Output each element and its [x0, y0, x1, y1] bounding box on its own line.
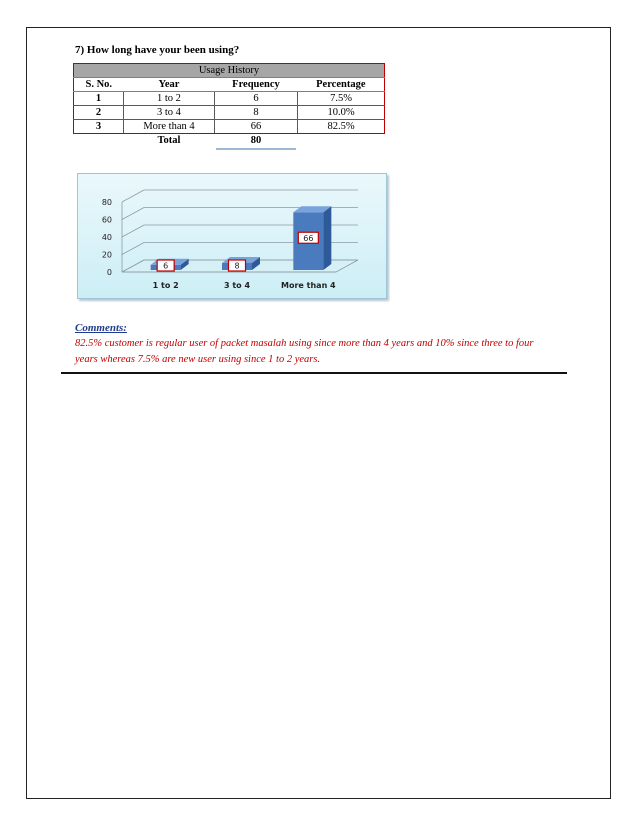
- cell-sno: 3: [74, 120, 124, 134]
- cell-frequency: 6: [214, 92, 297, 106]
- divider-rule: [61, 372, 567, 374]
- cell-empty: [298, 134, 385, 148]
- question-heading: 7) How long have your been using?: [75, 44, 240, 56]
- cell-percentage: 82.5%: [298, 120, 385, 134]
- grid-line-diagonal: [122, 190, 144, 202]
- cell-frequency: 8: [214, 106, 297, 120]
- cell-year: 1 to 2: [124, 92, 215, 106]
- x-tick-label: 3 to 4: [223, 281, 251, 290]
- table-row: [74, 92, 385, 106]
- y-tick-label: 20: [101, 250, 112, 260]
- col-header-year: Year: [124, 78, 215, 92]
- grid-line-diagonal: [122, 208, 144, 220]
- total-label: Total: [157, 135, 181, 146]
- table-row: [74, 106, 385, 120]
- comments-text: 82.5% customer is regular user of packet masalah using since more than 4 years and 10% since three to four years whereas 7.5% are new user using since 1 to 2 years.: [75, 338, 534, 365]
- cell-year: 3 to 4: [124, 106, 215, 120]
- x-tick-label: 1 to 2: [152, 281, 179, 290]
- cell-percentage: 10.0%: [298, 106, 385, 120]
- y-tick-label: 60: [101, 215, 112, 225]
- y-tick-label: 40: [101, 233, 112, 242]
- data-label: 66: [303, 233, 314, 243]
- grid-line-diagonal: [122, 243, 144, 255]
- cell-sno: 2: [74, 106, 124, 120]
- table-row: [74, 120, 385, 134]
- col-header-sno: S. No.: [74, 78, 124, 92]
- cell-year: More than 4: [124, 120, 215, 134]
- x-tick-label: More than 4: [281, 281, 336, 290]
- usage-bar-chart: [77, 173, 387, 299]
- total-row: [74, 134, 385, 148]
- bar-side: [323, 206, 331, 270]
- total-value: 80: [214, 134, 297, 148]
- chart-svg: [78, 174, 388, 300]
- col-header-percentage: Percentage: [298, 78, 385, 92]
- data-label: 8: [234, 261, 240, 271]
- cell-percentage: 7.5%: [298, 92, 385, 106]
- grid-line-diagonal: [122, 225, 144, 237]
- cell-empty: [74, 134, 124, 148]
- comments-label: Comments:: [75, 322, 127, 334]
- y-tick-label: 0: [106, 268, 112, 277]
- table-title: Usage History: [74, 64, 385, 78]
- usage-history-table: [73, 63, 385, 147]
- data-label: 6: [163, 261, 169, 271]
- cell-frequency: 66: [214, 120, 297, 134]
- y-tick-label: 80: [101, 198, 112, 207]
- col-header-frequency: Frequency: [214, 78, 297, 92]
- cell-sno: 1: [74, 92, 124, 106]
